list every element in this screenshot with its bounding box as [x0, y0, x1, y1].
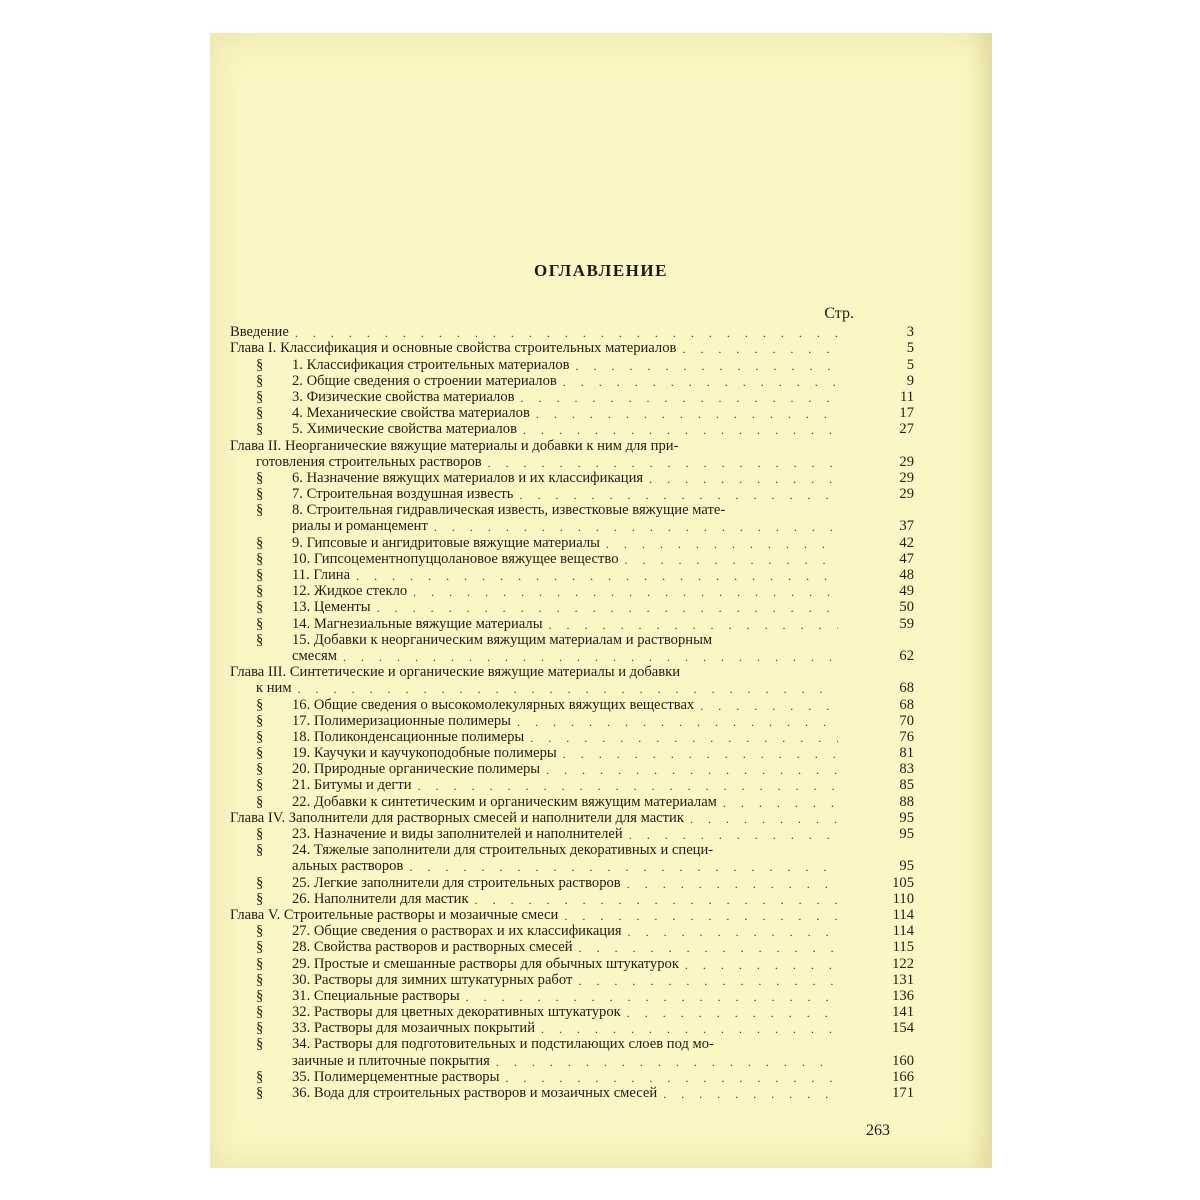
toc-entry	[230, 567, 914, 583]
toc-entry-page: 27	[899, 421, 914, 438]
toc-entry	[230, 405, 914, 422]
toc-entry-title: 19. Каучуки и каучукоподобные полимеры	[292, 745, 557, 762]
toc-entry	[230, 615, 914, 632]
toc-entry-page: 76	[899, 728, 914, 745]
toc-entry	[230, 761, 914, 778]
dot-leader	[521, 391, 838, 405]
toc-entry	[230, 1036, 892, 1052]
dot-leader	[523, 423, 838, 437]
section-symbol: §	[256, 939, 264, 956]
toc-entry	[230, 583, 914, 600]
toc-entry-title: 2. Общие сведения о строении материалов	[292, 372, 557, 389]
toc-entry	[230, 777, 914, 794]
toc-entry	[230, 745, 914, 762]
toc-entry	[230, 502, 892, 518]
toc-entry-page: 17	[899, 405, 914, 422]
dot-leader	[627, 877, 838, 891]
section-symbol: §	[256, 421, 264, 438]
dot-leader	[409, 860, 838, 874]
toc-entry	[230, 1004, 914, 1021]
toc-entry-title: 35. Полимерцементные растворы	[292, 1068, 500, 1085]
toc-entry-title: 1. Классификация строительных материалов	[292, 356, 570, 373]
dot-leader	[563, 747, 838, 761]
toc-entry-title: 12. Жидкое стекло	[292, 583, 408, 600]
toc-entry-page: 47	[899, 550, 914, 567]
toc-entry	[230, 469, 914, 486]
dot-leader	[541, 1022, 838, 1036]
toc-entry-title: 17. Полимеризационные полимеры	[292, 712, 511, 729]
toc-entry-page: 110	[892, 890, 914, 907]
toc-entry-page: 131	[892, 971, 914, 988]
section-symbol: §	[256, 502, 264, 519]
toc-entry	[230, 453, 914, 470]
toc-entry	[230, 647, 914, 664]
section-symbol: §	[256, 761, 264, 778]
toc-entry-page: 48	[899, 567, 914, 583]
toc-entry-title: 26. Наполнители для мастик	[292, 890, 469, 907]
toc-entry	[230, 1020, 914, 1037]
dot-leader	[627, 1006, 838, 1020]
toc-entry-title: 33. Растворы для мозаичных покрытий	[292, 1020, 536, 1037]
section-symbol: §	[256, 388, 264, 405]
toc-entry-title: 20. Природные органические полимеры	[292, 761, 541, 778]
dot-leader	[578, 974, 838, 988]
dot-leader	[298, 682, 838, 696]
section-symbol: §	[256, 1020, 264, 1037]
page-column-header: Стр.	[824, 305, 854, 322]
section-symbol: §	[256, 712, 264, 729]
toc-entry-title: 28. Свойства растворов и растворных смесей	[292, 939, 573, 956]
section-symbol: §	[256, 1036, 264, 1053]
toc-entry-page: 171	[892, 1085, 914, 1101]
toc-entry	[230, 1068, 914, 1085]
toc-entry-page: 166	[892, 1068, 914, 1085]
toc-entry-page: 95	[899, 809, 914, 826]
toc-entry	[230, 632, 892, 648]
toc-entry	[230, 324, 914, 341]
toc-entry	[230, 987, 914, 1004]
toc-entry-title: 5. Химические свойства материалов	[292, 421, 517, 438]
dot-leader	[549, 618, 838, 632]
toc-entry	[230, 518, 914, 535]
toc-entry	[230, 486, 914, 503]
toc-entry-title: 15. Добавки к неорганическим вяжущим материалам и растворным	[292, 631, 713, 648]
toc-entry-page: 5	[906, 356, 914, 373]
section-symbol: §	[256, 777, 264, 794]
dot-leader	[576, 359, 838, 373]
dot-leader	[663, 1087, 838, 1101]
toc-entry	[230, 793, 914, 810]
toc-entry-page: 95	[899, 858, 914, 875]
toc-entry	[230, 809, 914, 826]
dot-leader	[564, 909, 838, 923]
dot-leader	[488, 456, 838, 470]
toc-entry-title: 31. Специальные растворы	[292, 987, 460, 1004]
toc-entry	[230, 437, 892, 453]
dot-leader	[343, 650, 838, 664]
toc-entry	[230, 599, 914, 616]
toc-entry-title: 6. Назначение вяжущих материалов и их классификация	[292, 469, 644, 486]
section-symbol: §	[256, 1085, 264, 1101]
dot-leader	[690, 812, 838, 826]
toc-entry-page: 3	[906, 324, 914, 341]
toc-entry-title: 7. Строительная воздушная известь	[292, 486, 514, 503]
section-symbol: §	[256, 356, 264, 373]
section-symbol: §	[256, 583, 264, 600]
toc-entry-title: 11. Глина	[292, 567, 351, 583]
section-symbol: §	[256, 534, 264, 551]
toc-entry-page: 70	[899, 712, 914, 729]
toc-entry-title: 13. Цементы	[292, 599, 371, 616]
toc-entry	[230, 728, 914, 745]
toc-entry-title: 23. Назначение и виды заполнителей и наполнителей	[292, 826, 623, 842]
section-symbol: §	[256, 923, 264, 940]
toc-entry	[230, 664, 892, 680]
toc-entry	[230, 923, 914, 940]
book-page	[210, 33, 992, 1168]
toc-entry-page: 9	[906, 372, 914, 389]
toc-entry-title: 32. Растворы для цветных декоративных штукатурок	[292, 1004, 621, 1021]
toc-entry	[230, 388, 914, 405]
toc-entry-page: 95	[899, 826, 914, 842]
dot-leader	[295, 326, 838, 340]
toc-entry-page: 85	[899, 777, 914, 794]
toc-entry-title: к ним	[256, 680, 292, 697]
section-symbol: §	[256, 631, 264, 648]
page-number: 263	[866, 1122, 890, 1139]
section-symbol: §	[256, 567, 264, 583]
toc-entry-title: Глава III. Синтетические и органические вяжущие материалы и добавки	[230, 664, 681, 681]
dot-leader	[356, 569, 838, 583]
toc-entry	[230, 1052, 914, 1069]
toc-entry-page: 29	[899, 486, 914, 503]
toc-entry	[230, 955, 914, 972]
dot-leader	[700, 699, 838, 713]
table-of-contents	[230, 324, 914, 1101]
toc-entry-title: 27. Общие сведения о растворах и их классификация	[292, 923, 622, 940]
toc-entry	[230, 680, 914, 697]
page-title: ОГЛАВЛЕНИЕ	[534, 261, 668, 280]
toc-entry-title: Глава IV. Заполнители для растворных смесей и наполнители для мастик	[230, 809, 684, 826]
section-symbol: §	[256, 486, 264, 503]
toc-entry-page: 62	[899, 647, 914, 664]
toc-entry-title: риалы и романцемент	[292, 518, 428, 535]
section-symbol: §	[256, 1004, 264, 1021]
toc-entry-page: 83	[899, 761, 914, 778]
toc-entry-title: 25. Легкие заполнители для строительных растворов	[292, 874, 621, 891]
toc-entry	[230, 550, 914, 567]
section-symbol: §	[256, 405, 264, 422]
dot-leader	[377, 601, 838, 615]
dot-leader	[496, 1055, 838, 1069]
toc-entry-page: 141	[892, 1004, 914, 1021]
dot-leader	[682, 342, 838, 356]
dot-leader	[505, 1071, 838, 1085]
dot-leader	[517, 715, 838, 729]
toc-entry-title: 9. Гипсовые и ангидритовые вяжущие материалы	[292, 534, 600, 551]
toc-entry-page: 29	[899, 469, 914, 486]
dot-leader	[628, 925, 838, 939]
dot-leader	[563, 375, 838, 389]
toc-entry	[230, 712, 914, 729]
toc-entry-title: 14. Магнезиальные вяжущие материалы	[292, 615, 543, 632]
toc-entry	[230, 858, 914, 875]
toc-entry-page: 114	[892, 906, 914, 923]
toc-entry	[230, 340, 914, 357]
toc-entry-page: 114	[892, 923, 914, 940]
dot-leader	[579, 941, 838, 955]
section-symbol: §	[256, 826, 264, 842]
dot-leader	[418, 779, 838, 793]
toc-entry-title: Глава II. Неорганические вяжущие материалы и добавки к ним для при-	[230, 437, 679, 454]
section-symbol: §	[256, 469, 264, 486]
toc-entry	[230, 356, 914, 373]
section-symbol: §	[256, 615, 264, 632]
toc-entry-title: альных растворов	[292, 858, 404, 875]
dot-leader	[475, 893, 838, 907]
toc-entry	[230, 1085, 914, 1101]
dot-leader	[685, 958, 838, 972]
toc-entry	[230, 890, 914, 907]
section-symbol: §	[256, 890, 264, 907]
toc-entry-page: 115	[892, 939, 914, 956]
dot-leader	[434, 520, 838, 534]
dot-leader	[606, 537, 838, 551]
section-symbol: §	[256, 745, 264, 762]
toc-entry	[230, 971, 914, 988]
toc-entry-page: 105	[892, 874, 914, 891]
toc-entry-page: 81	[899, 745, 914, 762]
section-symbol: §	[256, 599, 264, 616]
toc-entry	[230, 826, 914, 842]
toc-entry-page: 160	[892, 1052, 914, 1069]
toc-entry	[230, 874, 914, 891]
toc-entry-title: 22. Добавки к синтетическим и органическим вяжущим материалам	[292, 793, 717, 810]
toc-entry-title: Глава I. Классификация и основные свойства строительных материалов	[230, 340, 677, 357]
dot-leader	[723, 796, 838, 810]
section-symbol: §	[256, 372, 264, 389]
toc-entry-page: 50	[899, 599, 914, 616]
toc-entry-title: Глава V. Строительные растворы и мозаичные смеси	[230, 906, 559, 923]
section-symbol: §	[256, 842, 264, 859]
toc-entry	[230, 696, 914, 713]
toc-entry-title: 29. Простые и смешанные растворы для обычных штукатурок	[292, 955, 679, 972]
toc-entry-page: 136	[892, 987, 914, 1004]
toc-entry	[230, 421, 914, 438]
dot-leader	[546, 763, 838, 777]
section-symbol: §	[256, 874, 264, 891]
toc-entry-title: заичные и плиточные покрытия	[292, 1052, 490, 1069]
section-symbol: §	[256, 1068, 264, 1085]
section-symbol: §	[256, 971, 264, 988]
toc-entry	[230, 372, 914, 389]
toc-entry-page: 122	[892, 955, 914, 972]
toc-entry-title: Введение	[230, 324, 289, 341]
section-symbol: §	[256, 955, 264, 972]
dot-leader	[413, 585, 838, 599]
toc-entry-title: 16. Общие сведения о высокомолекулярных вяжущих веществах	[292, 696, 695, 713]
toc-entry-title: готовления строительных растворов	[256, 453, 482, 470]
toc-entry-page: 42	[899, 534, 914, 551]
toc-entry-page: 68	[899, 680, 914, 697]
toc-entry	[230, 906, 914, 923]
toc-entry-page: 11	[899, 388, 914, 405]
toc-entry-page: 37	[899, 518, 914, 535]
toc-entry-title: 36. Вода для строительных растворов и мозаичных смесей	[292, 1085, 658, 1101]
toc-entry-title: 4. Механические свойства материалов	[292, 405, 530, 422]
dot-leader	[519, 488, 838, 502]
section-symbol: §	[256, 550, 264, 567]
section-symbol: §	[256, 793, 264, 810]
section-symbol: §	[256, 728, 264, 745]
section-symbol: §	[256, 696, 264, 713]
toc-entry-page: 154	[892, 1020, 914, 1037]
toc-entry-page: 59	[899, 615, 914, 632]
toc-entry-title: смесям	[292, 647, 337, 664]
dot-leader	[629, 828, 838, 842]
toc-entry-page: 49	[899, 583, 914, 600]
toc-entry-title: 34. Растворы для подготовительных и подстилающих слоев под мо-	[292, 1036, 714, 1053]
section-symbol: §	[256, 987, 264, 1004]
toc-entry-page: 29	[899, 453, 914, 470]
toc-entry	[230, 534, 914, 551]
toc-entry-title: 24. Тяжелые заполнители для строительных декоративных и специ-	[292, 842, 714, 859]
toc-entry	[230, 842, 892, 858]
dot-leader	[536, 407, 838, 421]
dot-leader	[649, 472, 838, 486]
toc-entry-title: 3. Физические свойства материалов	[292, 388, 515, 405]
dot-leader	[466, 990, 838, 1004]
dot-leader	[625, 553, 839, 567]
toc-entry-title: 21. Битумы и дегти	[292, 777, 412, 794]
toc-entry-title: 30. Растворы для зимних штукатурных работ	[292, 971, 573, 988]
toc-entry-title: 18. Поликонденсационные полимеры	[292, 728, 525, 745]
toc-entry	[230, 939, 914, 956]
dot-leader	[530, 731, 838, 745]
toc-entry-title: 8. Строительная гидравлическая известь, известковые вяжущие мате-	[292, 502, 726, 519]
toc-entry-page: 5	[906, 340, 914, 357]
toc-entry-page: 88	[899, 793, 914, 810]
toc-entry-page: 68	[899, 696, 914, 713]
toc-entry-title: 10. Гипсоцементнопуццолановое вяжущее вещество	[292, 550, 619, 567]
